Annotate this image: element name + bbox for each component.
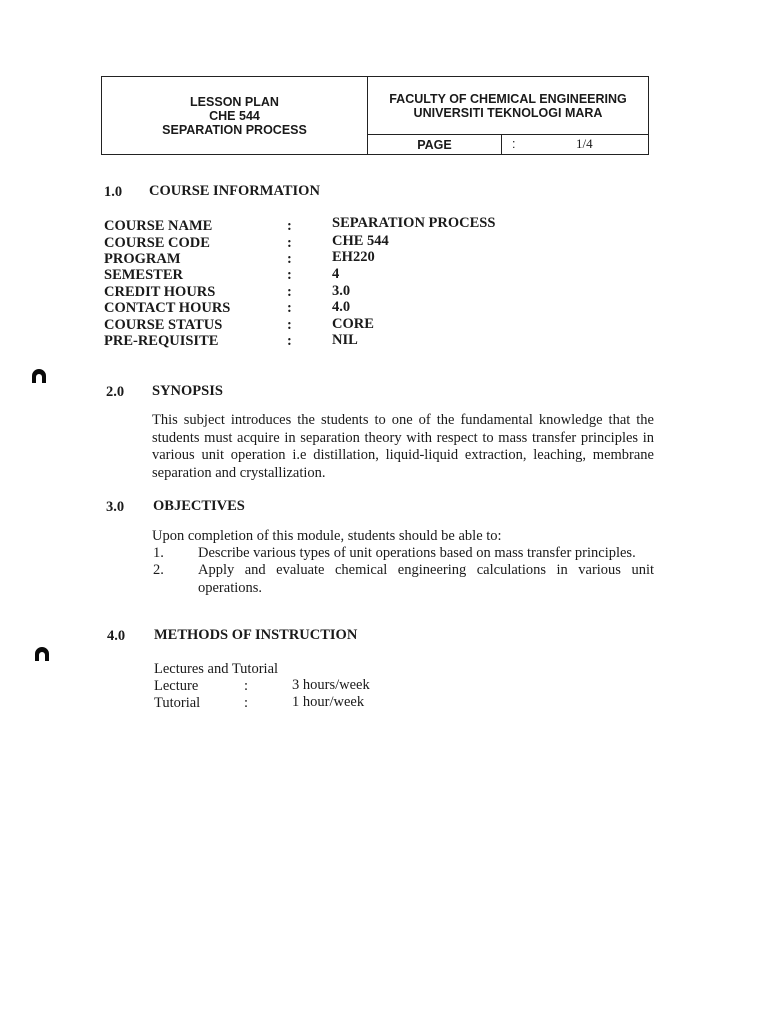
instruction-value: 3 hours/week — [292, 677, 370, 693]
section-number-instruction: 4.0 — [107, 628, 126, 644]
course-info-value: CORE — [332, 316, 374, 332]
page-colon: : — [512, 137, 516, 151]
instruction-intro: Lectures and Tutorial — [154, 661, 279, 677]
course-info-row — [104, 333, 564, 350]
punch-hole-icon — [32, 643, 52, 663]
course-info-label: CONTACT HOURS — [104, 300, 231, 316]
section-title-course-info: COURSE INFORMATION — [149, 183, 320, 199]
course-info-colon: : — [287, 267, 292, 283]
instruction-label: Lecture — [154, 678, 199, 694]
page-number: 1/4 — [576, 136, 593, 151]
course-info-value: CHE 544 — [332, 233, 389, 249]
course-info-label: COURSE CODE — [104, 235, 210, 251]
section-title-objectives: OBJECTIVES — [153, 498, 245, 514]
header-faculty: FACULTY OF CHEMICAL ENGINEERING — [389, 91, 627, 106]
course-info-label: CREDIT HOURS — [104, 284, 216, 300]
course-info-colon: : — [287, 317, 292, 333]
section-number-course-info: 1.0 — [104, 184, 123, 200]
course-info-row — [104, 267, 564, 284]
course-info-colon: : — [287, 251, 292, 267]
document-header — [101, 76, 649, 155]
course-info-row — [104, 300, 564, 317]
synopsis-paragraph: This subject introduces the students to one of the fundamental knowledge that the students must acquire in separation theory with respect to mass transfer principles in various unit operation i.e distillation, liquid-liquid extraction, leaching, membrane separation and crystallization. — [152, 412, 654, 481]
course-info-colon: : — [287, 218, 292, 234]
section-title-instruction: METHODS OF INSTRUCTION — [154, 627, 358, 643]
objective-text: Describe various types of unit operations based on mass transfer principles. — [198, 545, 636, 561]
header-course-block — [102, 77, 368, 154]
course-info-label: SEMESTER — [104, 267, 183, 283]
course-info-label: PRE-REQUISITE — [104, 333, 219, 349]
course-info-value: 4.0 — [332, 299, 351, 315]
course-info-colon: : — [287, 333, 292, 349]
instruction-label: Tutorial — [154, 695, 201, 711]
header-university: UNIVERSITI TEKNOLOGI MARA — [413, 105, 603, 120]
objectives-intro: Upon completion of this module, students should be able to: — [152, 528, 502, 544]
punch-hole-icon — [29, 365, 49, 385]
header-doc-type: LESSON PLAN — [190, 94, 279, 109]
course-info-value: SEPARATION PROCESS — [332, 215, 496, 231]
instruction-value: 1 hour/week — [292, 694, 365, 710]
header-course-code: CHE 544 — [209, 108, 260, 123]
objective-number: 2. — [153, 562, 164, 578]
section-number-synopsis: 2.0 — [106, 384, 125, 400]
course-info-colon: : — [287, 300, 292, 316]
course-info-value: EH220 — [332, 249, 375, 265]
course-info-value: 4 — [332, 266, 340, 282]
course-info-label: COURSE NAME — [104, 218, 213, 234]
course-info-colon: : — [287, 235, 292, 251]
instruction-colon: : — [244, 695, 249, 711]
header-course-name: SEPARATION PROCESS — [162, 122, 307, 137]
page-label: PAGE — [368, 135, 502, 154]
course-info-label: PROGRAM — [104, 251, 181, 267]
course-info-label: COURSE STATUS — [104, 317, 223, 333]
objective-number: 1. — [153, 545, 164, 561]
course-info-value: NIL — [332, 332, 358, 348]
header-institution-block — [368, 77, 648, 134]
section-number-objectives: 3.0 — [106, 499, 125, 515]
course-info-colon: : — [287, 284, 292, 300]
objective-text: Apply and evaluate chemical engineering calculations in various unit operations. — [198, 562, 654, 596]
header-page-block — [368, 134, 648, 154]
instruction-colon: : — [244, 678, 249, 694]
course-info-value: 3.0 — [332, 283, 351, 299]
section-title-synopsis: SYNOPSIS — [152, 383, 223, 399]
